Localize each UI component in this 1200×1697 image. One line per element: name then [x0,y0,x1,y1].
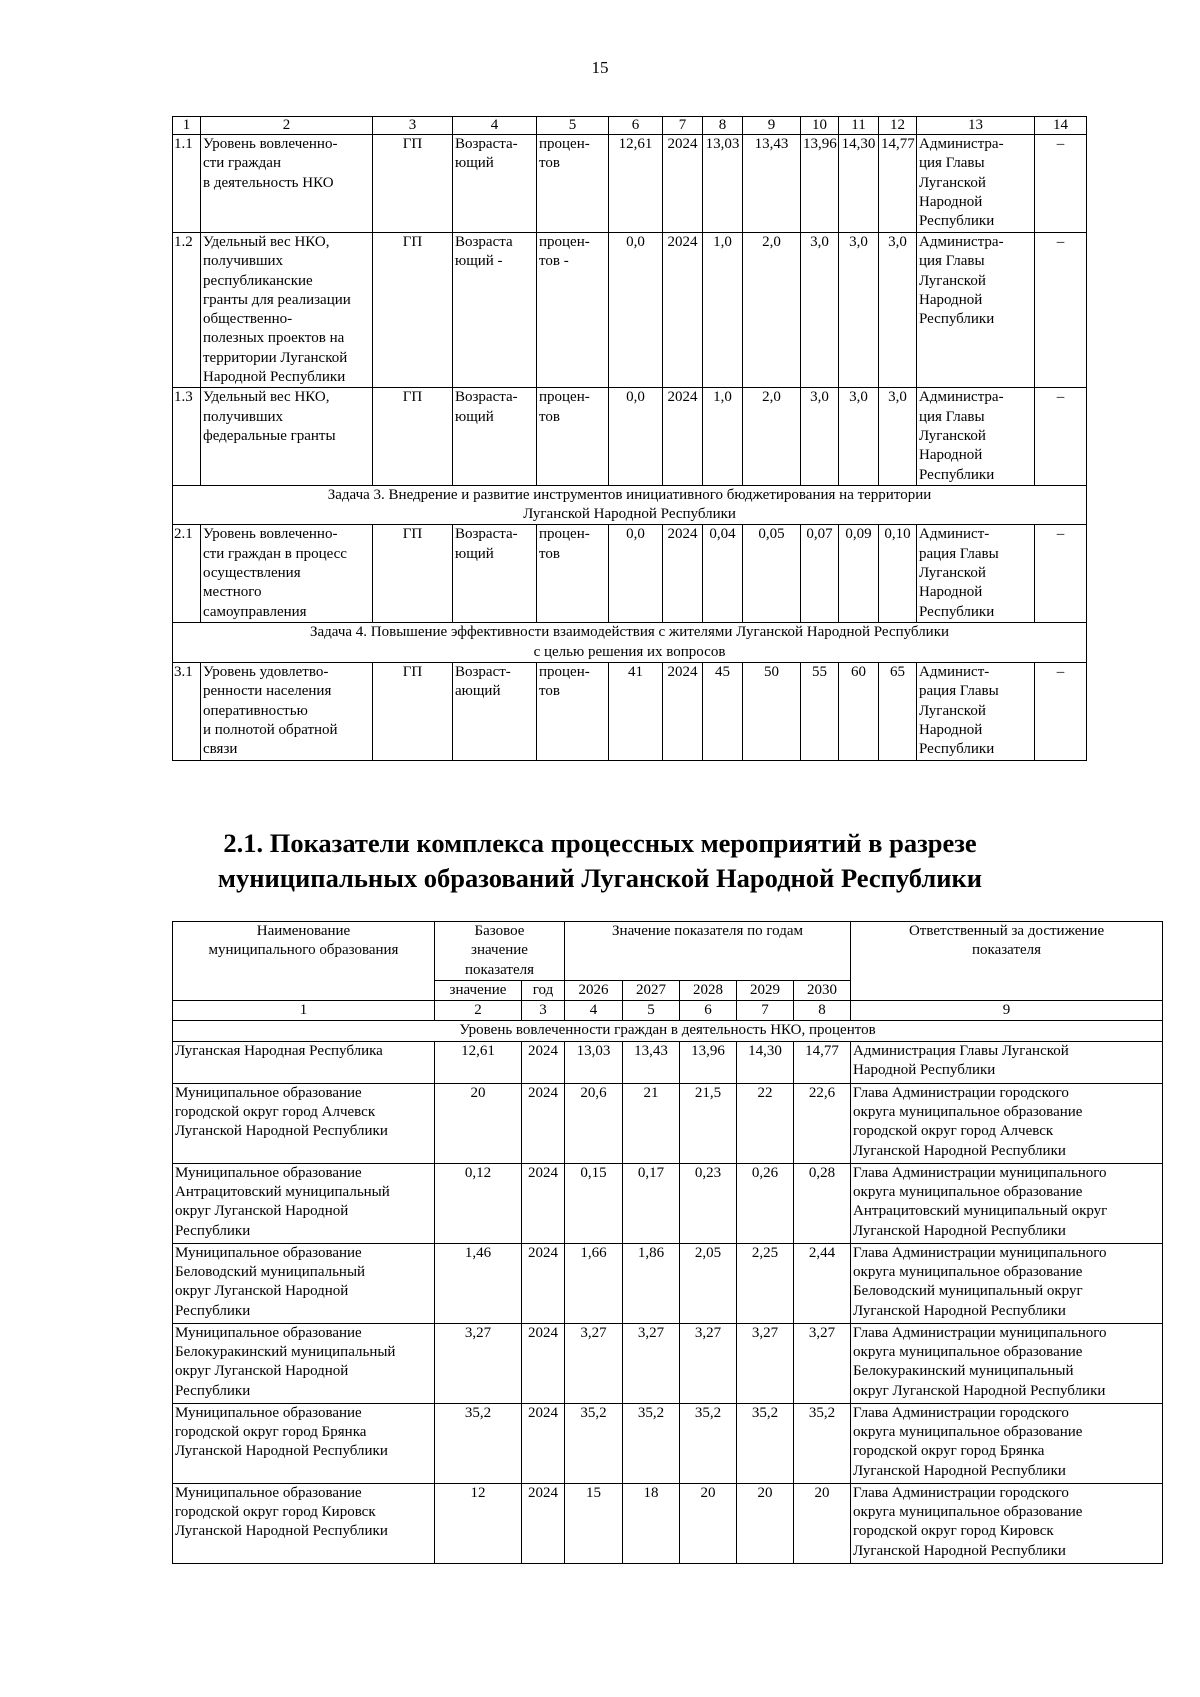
column-number: 6 [609,117,663,135]
table-row [173,663,1087,760]
page-number: 15 [591,58,609,77]
base-value: 35,2 [435,1403,522,1483]
table-cell: 2024 [663,525,703,623]
table-cell: Удельный вес НКО, получивших федеральные гранты [201,388,373,485]
header-year-column: 2030 [794,980,851,1000]
year-value: 2,44 [794,1243,851,1323]
table-row [173,1041,1163,1083]
table-cell: – [1035,663,1087,760]
column-number: 6 [680,1001,737,1021]
table-row [173,1403,1163,1483]
table-cell: ГП [373,233,453,388]
year-value: 13,43 [623,1041,680,1083]
column-number: 2 [435,1001,522,1021]
table-cell: ГП [373,525,453,623]
table-row [173,1163,1163,1243]
column-number: 3 [373,117,453,135]
year-value: 0,17 [623,1163,680,1243]
task-title: Задача 4. Повышение эффективности взаимодействия с жителями Луганской Народной Республики с целью решения их вопросов [173,623,1087,663]
year-value: 2,05 [680,1243,737,1323]
municipality-name: Муниципальное образование Антрацитовский муниципальный округ Луганской Народной Республики [173,1163,435,1243]
municipality-name: Луганская Народная Республика [173,1041,435,1083]
table-cell: 12,61 [609,135,663,233]
table-row [173,1323,1163,1403]
task-row [173,623,1087,663]
table-cell: 14,77 [879,135,917,233]
responsible: Глава Администрации городского округа муниципальное образование городской округ город Брянка Луганской Народной Республики [851,1403,1163,1483]
year-value: 21 [623,1083,680,1163]
table-cell: 0,0 [609,525,663,623]
table-cell: 13,96 [801,135,839,233]
table-cell: 3,0 [879,388,917,485]
table-cell: 1.2 [173,233,201,388]
base-year: 2024 [522,1163,565,1243]
table-cell: 0,04 [703,525,743,623]
table-cell: 55 [801,663,839,760]
year-value: 22 [737,1083,794,1163]
section-heading-text: 2.1. Показатели комплекса процессных мероприятий в разрезе муниципальных образований Луганской Народной Республики [217,828,983,893]
table-row [173,1243,1163,1323]
column-number: 1 [173,1001,435,1021]
column-number: 11 [839,117,879,135]
table-cell: 1,0 [703,388,743,485]
year-value: 0,23 [680,1163,737,1243]
table-cell: Удельный вес НКО, получивших республиканские гранты для реализации общественно- полезных проектов на территории Луганской Народной Республики [201,233,373,388]
year-value: 1,86 [623,1243,680,1323]
table-cell: Уровень вовлеченно- сти граждан в деятельность НКО [201,135,373,233]
table-cell: 3,0 [801,388,839,485]
base-value: 20 [435,1083,522,1163]
column-number: 7 [663,117,703,135]
base-year: 2024 [522,1243,565,1323]
table-cell: 13,43 [743,135,801,233]
header-year: год [522,980,565,1000]
table-cell: 1.1 [173,135,201,233]
year-value: 35,2 [565,1403,623,1483]
year-value: 14,77 [794,1041,851,1083]
year-value: 35,2 [737,1403,794,1483]
municipality-name: Муниципальное образование городской округ город Алчевск Луганской Народной Республики [173,1083,435,1163]
table-cell: 3,0 [839,388,879,485]
municipality-name: Муниципальное образование Беловодский муниципальный округ Луганской Народной Республики [173,1243,435,1323]
column-number: 5 [623,1001,680,1021]
table-cell: – [1035,233,1087,388]
year-value: 1,66 [565,1243,623,1323]
year-value: 3,27 [737,1323,794,1403]
table-cell: 13,03 [703,135,743,233]
table-cell: 0,0 [609,233,663,388]
base-value: 1,46 [435,1243,522,1323]
year-value: 3,27 [623,1323,680,1403]
year-value: 0,28 [794,1163,851,1243]
responsible: Глава Администрации городского округа муниципальное образование городской округ город Кировск Луганской Народной Республики [851,1483,1163,1563]
table-cell: процен- тов [537,388,609,485]
column-number: 1 [173,117,201,135]
base-year: 2024 [522,1483,565,1563]
column-number: 4 [453,117,537,135]
table-cell: 0,09 [839,525,879,623]
table-cell: процен- тов [537,663,609,760]
table-cell: процен- тов [537,525,609,623]
column-number: 14 [1035,117,1087,135]
table-cell: 3,0 [879,233,917,388]
column-number: 12 [879,117,917,135]
table-cell: Админист- рация Главы Луганской Народной Республики [917,525,1035,623]
base-value: 0,12 [435,1163,522,1243]
year-value: 2,25 [737,1243,794,1323]
column-number: 10 [801,117,839,135]
table-cell: ГП [373,663,453,760]
responsible: Глава Администрации муниципального округа муниципальное образование Антрацитовский муниципальный округ Луганской Народной Республики [851,1163,1163,1243]
responsible: Глава Администрации городского округа муниципальное образование городской округ город Алчевск Луганской Народной Республики [851,1083,1163,1163]
task-row [173,485,1087,525]
column-number: 7 [737,1001,794,1021]
table-cell: Уровень вовлеченно- сти граждан в процесс осуществления местного самоуправления [201,525,373,623]
table-cell: 41 [609,663,663,760]
year-value: 35,2 [623,1403,680,1483]
base-year: 2024 [522,1041,565,1083]
table-cell: 14,30 [839,135,879,233]
indicator-row [173,1021,1163,1041]
year-value: 18 [623,1483,680,1563]
section-heading [150,826,1050,896]
table-cell: Уровень удовлетво- ренности населения оперативностью и полнотой обратной связи [201,663,373,760]
table-cell: 0,05 [743,525,801,623]
column-number: 3 [522,1001,565,1021]
year-value: 13,03 [565,1041,623,1083]
table-cell: 1,0 [703,233,743,388]
table-cell: ГП [373,135,453,233]
table-cell: 2,0 [743,388,801,485]
year-value: 21,5 [680,1083,737,1163]
column-number: 8 [703,117,743,135]
header-year-column: 2026 [565,980,623,1000]
base-value: 3,27 [435,1323,522,1403]
table-cell: ГП [373,388,453,485]
year-value: 35,2 [794,1403,851,1483]
column-number: 8 [794,1001,851,1021]
table-cell: 0,0 [609,388,663,485]
year-value: 14,30 [737,1041,794,1083]
table-cell: 3,0 [839,233,879,388]
column-number: 9 [743,117,801,135]
municipality-name: Муниципальное образование городской округ город Кировск Луганской Народной Республики [173,1483,435,1563]
table-cell: 65 [879,663,917,760]
municipal-indicators-table [172,921,1163,1564]
table-cell: 3.1 [173,663,201,760]
year-value: 22,6 [794,1083,851,1163]
column-number: 2 [201,117,373,135]
responsible: Глава Администрации муниципального округа муниципальное образование Беловодский муниципальный округ Луганской Народной Республики [851,1243,1163,1323]
header-responsible: Ответственный за достижение показателя [851,922,1163,1001]
table-cell: Возраста- ющий [453,135,537,233]
column-number: 13 [917,117,1035,135]
column-number-row [173,1001,1163,1021]
table-row [173,233,1087,388]
indicators-table [172,116,1087,761]
header-row [173,922,1163,981]
year-value: 3,27 [680,1323,737,1403]
year-value: 0,26 [737,1163,794,1243]
table-cell: Возраста- ющий [453,388,537,485]
year-value: 15 [565,1483,623,1563]
column-number: 5 [537,117,609,135]
table-cell: 2,0 [743,233,801,388]
header-years-title: Значение показателя по годам [565,922,851,981]
table-cell: 2.1 [173,525,201,623]
table-cell: 0,07 [801,525,839,623]
table-cell: 0,10 [879,525,917,623]
year-value: 35,2 [680,1403,737,1483]
table-cell: Возраста- ющий [453,525,537,623]
responsible: Администрация Главы Луганской Народной Республики [851,1041,1163,1083]
year-value: 3,27 [565,1323,623,1403]
table-cell: – [1035,388,1087,485]
table-row [173,135,1087,233]
municipality-name: Муниципальное образование городской округ город Брянка Луганской Народной Республики [173,1403,435,1483]
table-cell: Возраста ющий - [453,233,537,388]
table-cell: 2024 [663,135,703,233]
base-year: 2024 [522,1323,565,1403]
table-row [173,1083,1163,1163]
header-year-column: 2027 [623,980,680,1000]
base-value: 12,61 [435,1041,522,1083]
year-value: 0,15 [565,1163,623,1243]
header-base: Базовое значение показателя [435,922,565,981]
table-row [173,1483,1163,1563]
year-value: 20 [794,1483,851,1563]
year-value: 13,96 [680,1041,737,1083]
table-cell: Возраст- ающий [453,663,537,760]
table-row [173,525,1087,623]
header-year-column: 2029 [737,980,794,1000]
table-cell: Администра- ция Главы Луганской Народной Республики [917,233,1035,388]
base-year: 2024 [522,1083,565,1163]
table-cell: – [1035,525,1087,623]
year-value: 20 [680,1483,737,1563]
column-number-row [173,117,1087,135]
table-row [173,388,1087,485]
task-title: Задача 3. Внедрение и развитие инструментов инициативного бюджетирования на территории Луганской Народной Республики [173,485,1087,525]
table-cell: 45 [703,663,743,760]
table-cell: 2024 [663,388,703,485]
table-cell: 1.3 [173,388,201,485]
table-cell: 2024 [663,663,703,760]
base-year: 2024 [522,1403,565,1483]
table-cell: 60 [839,663,879,760]
column-number: 9 [851,1001,1163,1021]
municipality-name: Муниципальное образование Белокуракинский муниципальный округ Луганской Народной Республики [173,1323,435,1403]
table-cell: Админист- рация Главы Луганской Народной Республики [917,663,1035,760]
header-year-column: 2028 [680,980,737,1000]
table-cell: 2024 [663,233,703,388]
table-cell: процен- тов - [537,233,609,388]
table-cell: процен- тов [537,135,609,233]
base-value: 12 [435,1483,522,1563]
indicator-title: Уровень вовлеченности граждан в деятельность НКО, процентов [173,1021,1163,1041]
table-cell: Администра- ция Главы Луганской Народной Республики [917,135,1035,233]
year-value: 20,6 [565,1083,623,1163]
column-number: 4 [565,1001,623,1021]
responsible: Глава Администрации муниципального округа муниципальное образование Белокуракинский муниципальный округ Луганской Народной Республики [851,1323,1163,1403]
year-value: 20 [737,1483,794,1563]
table-cell: 50 [743,663,801,760]
year-value: 3,27 [794,1323,851,1403]
table-cell: 3,0 [801,233,839,388]
header-name: Наименование муниципального образования [173,922,435,1001]
table-cell: Администра- ция Главы Луганской Народной Республики [917,388,1035,485]
table-cell: – [1035,135,1087,233]
header-value: значение [435,980,522,1000]
